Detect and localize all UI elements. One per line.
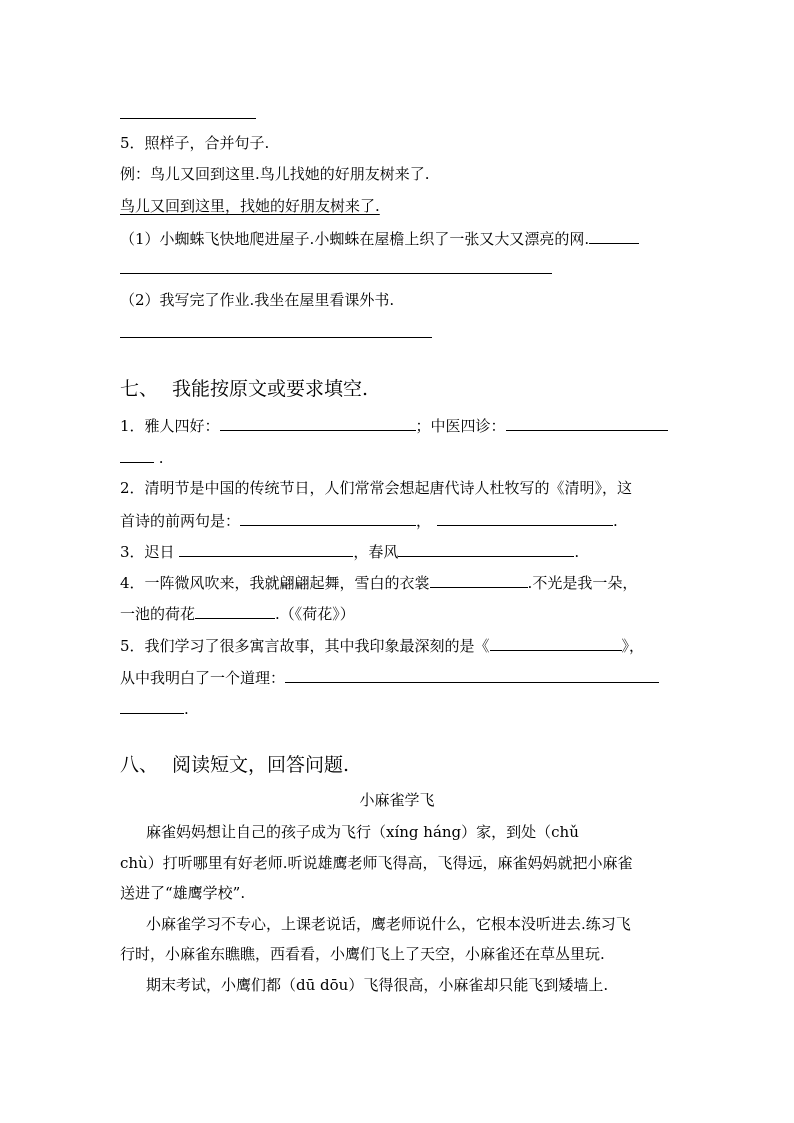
q2-end: . <box>613 512 618 530</box>
section-7-heading <box>120 377 368 401</box>
answer-blank[interactable] <box>120 698 184 714</box>
answer-line <box>120 118 256 119</box>
answer-blank[interactable] <box>179 541 353 557</box>
answer-blank[interactable] <box>398 541 574 557</box>
section-8-heading <box>120 753 349 777</box>
q4-label-a: 4．一阵微风吹来，我就翩翩起舞，雪白的衣裳 <box>120 574 430 592</box>
s7-question-3 <box>120 541 579 562</box>
sub-question-1 <box>120 228 639 249</box>
q5-label-a: 5．我们学习了很多寓言故事，其中我印象最深刻的是《 <box>120 637 490 655</box>
s7-question-5-line3 <box>120 698 189 719</box>
answer-blank[interactable] <box>240 510 416 526</box>
q3-end: . <box>574 543 580 561</box>
s7-question-1-cont <box>120 447 164 468</box>
answer-blank[interactable] <box>220 415 416 431</box>
story-paragraph-2-line2: 行时，小麻雀东瞧瞧，西看看，小鹰们飞上了天空，小麻雀还在草丛里玩. <box>120 945 605 963</box>
s7-question-2-line1: 2．清明节是中国的传统节日，人们常常会想起唐代诗人杜牧写的《清明》，这 <box>120 479 633 497</box>
answer-blank[interactable] <box>195 603 275 619</box>
story-paragraph-1-line1: 麻雀妈妈想让自己的孩子成为飞行（xíng háng）家，到处（chǔ <box>146 823 579 841</box>
story-paragraph-2-line1: 小麻雀学习不专心，上课老说话，鹰老师说什么，它根本没听进去.练习飞 <box>146 915 631 933</box>
story-paragraph-3-line1: 期末考试，小鹰们都（dū dōu）飞得很高，小麻雀却只能飞到矮墙上. <box>146 976 609 994</box>
story-paragraph-1-line3: 送进了“雄鹰学校”. <box>120 884 246 902</box>
answer-blank[interactable] <box>285 667 659 683</box>
section-7-number: 七、 <box>120 378 159 400</box>
s7-question-4-line1 <box>120 572 637 593</box>
story-paragraph-1-line2: chù）打听哪里有好老师.听说雄鹰老师飞得高，飞得远，麻雀妈妈就把小麻雀 <box>120 854 633 872</box>
s7-question-2-line2 <box>120 510 618 531</box>
s7-question-5-line1 <box>120 635 644 656</box>
q4-label-d: .（《荷花》） <box>275 605 355 623</box>
sub-question-1-text: （1）小蜘蛛飞快地爬进屋子.小蜘蛛在屋檐上织了一张又大又漂亮的网. <box>120 230 590 248</box>
answer-blank[interactable] <box>506 415 668 431</box>
story-title: 小麻雀学飞 <box>359 791 435 809</box>
section-8-number: 八、 <box>120 754 159 776</box>
q2-label: 首诗的前两句是： <box>120 512 241 530</box>
s7-question-4-line2 <box>120 603 355 624</box>
q5-label-b: 》， <box>621 637 645 655</box>
example-answer: 鸟儿又回到这里，找她的好朋友树来了. <box>120 197 380 215</box>
answer-line[interactable] <box>120 273 552 274</box>
q1-end: . <box>158 449 164 467</box>
answer-blank[interactable] <box>430 572 528 588</box>
answer-blank[interactable] <box>589 228 639 244</box>
section-7-title: 我能按原文或要求填空. <box>172 378 369 400</box>
item5-title: 5．照样子，合并句子. <box>120 134 270 152</box>
answer-line[interactable] <box>120 337 432 338</box>
q2-comma: ， <box>416 512 432 530</box>
q3-label-a: 3．迟日 <box>120 543 175 561</box>
answer-blank[interactable] <box>120 447 154 463</box>
q4-label-b: .不光是我一朵， <box>527 574 638 592</box>
answer-blank[interactable] <box>490 635 622 651</box>
q5-end: . <box>184 700 189 718</box>
example-sentence: 例：鸟儿又回到这里.鸟儿找她的好朋友树来了. <box>120 165 430 183</box>
answer-blank[interactable] <box>437 510 613 526</box>
s7-question-1 <box>120 415 668 436</box>
sub-question-2: （2）我写完了作业.我坐在屋里看课外书. <box>120 291 395 309</box>
q1-label-a: 1．雅人四好： <box>120 417 220 435</box>
q3-label-b: ，春风 <box>353 543 399 561</box>
s7-question-5-line2 <box>120 667 659 688</box>
section-8-title: 阅读短文，回答问题. <box>172 754 350 776</box>
q5-label-c: 从中我明白了一个道理： <box>120 669 286 687</box>
q4-label-c: 一池的荷花 <box>120 605 196 623</box>
q1-label-b: ；中医四诊： <box>415 417 506 435</box>
